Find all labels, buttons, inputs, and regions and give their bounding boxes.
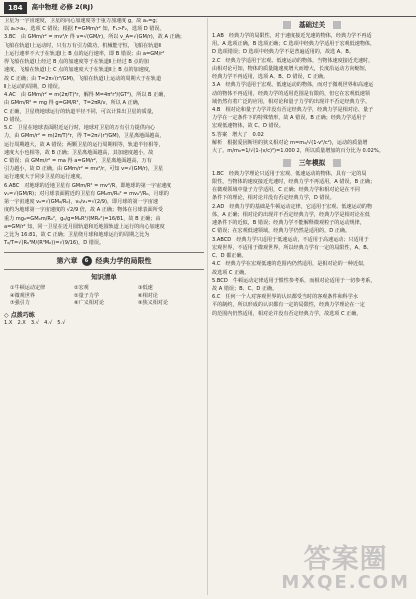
page-header bbox=[0, 0, 416, 17]
answer-4 bbox=[4, 92, 204, 124]
text-line: 上运行速率不大于在轨道Ⅰ上 B 点的运行速率，即 B 错误；由 a=GM/r² bbox=[4, 50, 165, 57]
right-column bbox=[212, 18, 412, 597]
text-line: 得飞船在轨道Ⅰ上经过 B 点的加速度等于在轨道Ⅱ上经过 B 点的加 bbox=[4, 59, 149, 66]
basic-answer-2 bbox=[212, 58, 412, 82]
chapter-title: 经典力学的局限性 bbox=[95, 256, 152, 265]
answer-5 bbox=[4, 125, 204, 182]
chapter-name: 第六章 bbox=[56, 256, 78, 265]
mock-answer-3 bbox=[212, 237, 412, 261]
text-line: 平的制约，所以形成的认识都有一定的局限性，经典力学理论在一定 bbox=[212, 302, 365, 309]
text-line: v₁=√(GM/R)；对月球表面附近的卫星有 GM₀m/R₀² = mv₀²/R₀，月球的 bbox=[4, 190, 169, 197]
text-line: 运行速度大于同步卫星的运行速度。 bbox=[4, 174, 86, 181]
knowledge-item: ⑧广义相对论 bbox=[74, 300, 105, 307]
text-line: C、D 都正确。 bbox=[212, 253, 247, 260]
book-title: 高中物理 必修 2(RJ) bbox=[31, 3, 94, 12]
top-lines bbox=[4, 18, 204, 34]
text-line: 故选项 C 正确。 bbox=[212, 269, 250, 276]
basic-answer-4 bbox=[212, 107, 412, 131]
text-line: C 错误；在宏观低速领域，经典力学仍然是适用的，D 正确。 bbox=[212, 228, 351, 235]
basic-answer-1 bbox=[212, 33, 412, 57]
text-line: 5.C 卫星在地球表面附近运行时，地球对卫星的万有引力提供向心 bbox=[4, 125, 156, 132]
text-line: D 选项错误；D 选项中经典力学不是普遍适用的，故选 A、B。 bbox=[212, 49, 354, 56]
mock-answer-6 bbox=[212, 294, 412, 318]
text-line: 动的物体不再适用，经典力学的适用范围是有限的，但它在宏观低速领 bbox=[212, 90, 370, 97]
text-line: D 错误。 bbox=[4, 116, 25, 123]
column-divider bbox=[207, 18, 208, 595]
text-line: 速度，飞船在轨道Ⅰ上 C 点的加速度大于在轨道Ⅱ上 B 点的加速度， bbox=[4, 67, 154, 74]
answer-6 bbox=[4, 183, 204, 248]
text-line: 1.BC 经典力学理论只适用于宏观、低速运动的物体，具有一定的局 bbox=[212, 170, 367, 177]
watermark bbox=[281, 546, 410, 593]
quiz-title: ◇ 点拨巧练 bbox=[4, 312, 35, 319]
text-line: 故 A 错误；B、C、D 正确。 bbox=[212, 285, 278, 292]
knowledge-item: ⑦强引力 bbox=[10, 300, 30, 307]
knowledge-item: ②宏观 bbox=[74, 285, 89, 292]
text-line: 解析 根据爱因斯坦的狭义相对论 m=m₀/√(1-v²/c²)，运动的质量增 bbox=[212, 139, 368, 146]
text-line: C 错误；由 GMm/r² = ma 得 a=GM/r²，卫星离地面越高，万有 bbox=[4, 157, 152, 164]
left-column bbox=[4, 18, 204, 597]
text-line: 之比为 16:81，故 C 正确；卫星绕月球和地球运行的周期之比为 bbox=[4, 232, 150, 239]
text-line: 引力越小，故 D 正确。由 GMm/r² = mv²/r，可知 v=√(GM/r)，卫星 bbox=[4, 166, 164, 173]
chapter-badge: 6 bbox=[82, 256, 92, 266]
text-line: 的范围内仍然适用，相对论并没有否定经典力学，故选项 C 正确。 bbox=[212, 310, 362, 317]
mock-answer-2 bbox=[212, 204, 412, 236]
section-title-mock bbox=[212, 159, 412, 169]
text-line: C 正确，卫星绕地球运行的轨道半径不同，可以计算出卫星的质量， bbox=[4, 108, 157, 115]
answer-3 bbox=[4, 34, 204, 91]
page-number: 184 bbox=[4, 2, 27, 14]
basic-answer-3 bbox=[212, 82, 412, 106]
knowledge-item: ⑨狭义相对论 bbox=[138, 300, 169, 307]
text-line: 条件下的理论，相对论并没有否定经典力学，D 错误。 bbox=[212, 195, 335, 202]
text-line: 以 a₁>a₂，选项 C 错误；根据 F=GMm/r² 知，F₁>F₂，选项 D 错误。 bbox=[4, 26, 165, 33]
knowledge-title: 知识清单 bbox=[91, 273, 117, 282]
text-line: 宏观世界，不适用于微观世界，所以经典力学有一定的局限性，A、B、 bbox=[212, 244, 372, 251]
text-line: 宏观低速物体，故 C、D 错误。 bbox=[212, 123, 284, 130]
text-line: 3.ABCD 经典力学只适用于低速运动，不适用于高速运动；只适用于 bbox=[212, 236, 369, 243]
text-line: T₀/T=√(R₀³M/(R³M₀))=√(9/16)，D 错误。 bbox=[4, 240, 105, 247]
text-line: 大了。m/m₀=1/√(1-(v/c)²)=1.000 2，所以质量增加的百分比为 0.02%。 bbox=[212, 148, 384, 155]
text-line: 飞船在轨道Ⅰ上运动时，只有万有引力做功，机械能守恒，飞船在轨道Ⅱ bbox=[4, 42, 161, 49]
text-line: a=GM/r² 知，同一卫星在近月圆轨道和近地圆轨道上运行的向心加速度 bbox=[4, 223, 165, 230]
knowledge-item: ⑤量子力学 bbox=[74, 292, 99, 299]
text-line: 6.C 任何一个人对客观世界的认识都受当时的客观条件和科学水 bbox=[212, 294, 358, 301]
text-line: 体，A 正确；相对论的出现并不否定经典力学，经典力学是相对论在低 bbox=[212, 211, 370, 218]
text-line: 由相对论可知，物体的质量随速度增大而增大，长度沿运动方向缩短， bbox=[212, 65, 370, 72]
section-title-text: 三年模拟 bbox=[283, 159, 341, 167]
text-line: 在微观领域中量子力学适用，C 正确；经典力学和相对论是在不同 bbox=[212, 187, 360, 194]
text-line: 由 GMm/R² = mg 得 g=GM/R²，T=2πR/v，所以 A 正确， bbox=[4, 100, 143, 107]
quiz-answers: 1.X 2.X 3.√ 4.√ 5.√ bbox=[4, 320, 66, 326]
knowledge-list bbox=[10, 285, 198, 308]
knowledge-item: ③低速 bbox=[138, 285, 153, 292]
section-title-basic bbox=[212, 21, 412, 31]
text-line: 运行周期越大，故 A 错误；两颗卫星的运行周期相等，轨道半径相等， bbox=[4, 141, 164, 148]
text-line: 4.AC 由 GMm/r² = m(2π/T)²r，解得 M=4π²r³/(GT²)，所以 B 正确， bbox=[4, 92, 169, 99]
text-line: 卫星为一宇宙速度，卫星的向心加速度等于重力加速度 g，故 a₁=g； bbox=[4, 18, 161, 24]
chapter-heading bbox=[4, 252, 204, 271]
text-line: 度约为地球第一宇宙速度的 √2/9 倍，故 A 正确；物体在月球表面所受 bbox=[4, 207, 163, 214]
text-line: 6.ABC 对地球的近地卫星有 GMm/R² = mv²/R，即地球的第一宇宙速度 bbox=[4, 182, 172, 189]
watermark-bottom: MXQE.COM bbox=[281, 572, 410, 594]
mock-answer-5 bbox=[212, 278, 412, 294]
knowledge-item: ④微观世界 bbox=[10, 292, 35, 299]
mock-answer-4 bbox=[212, 261, 412, 277]
text-line: 1.AB 经典力学的局限性，对于速度接近光速的物体，经典力学不再适 bbox=[212, 32, 372, 39]
text-line: 2.AD 经典力学的基础是牛顿运动定律，它适用于宏观、低速运动的物 bbox=[212, 203, 372, 210]
knowledge-item: ①牛顿运动定律 bbox=[10, 285, 46, 292]
text-line: 2.C 经典力学适用于宏观、低速运动的物体，当物体速度接近光速时， bbox=[212, 57, 374, 64]
basic-answer-5 bbox=[212, 132, 412, 156]
text-line: 速条件下的近似，B 错误；经典力学不能解释微观粒子的运动规律， bbox=[212, 220, 365, 227]
mock-answer-1 bbox=[212, 171, 412, 203]
text-line: 4.B 相对论和量子力学并没有否定经典力学，经典力学是相对论、量子 bbox=[212, 107, 374, 113]
text-line: 速度大小也相等，故 B 正确；卫星离地面越高，其加速度越小，故 bbox=[4, 149, 154, 156]
text-line: 重力 mg₀=GM₀m/R₀²，g₀/g=M₀R²/(MR₀²)=16/81，故 B 正确；由 bbox=[4, 215, 161, 222]
text-line: 3.A 经典力学适用于宏观、低速运动的物体，而对于微观世界和高速运 bbox=[212, 82, 374, 89]
text-line: 力，由 GMm/r² = m(2π/T)²r，得 T=2π√(r³/GM)，卫星离地面越高， bbox=[4, 133, 165, 140]
section-title-text: 基础过关 bbox=[283, 21, 341, 29]
text-line: 域仍然有着广泛的应用，相对论和量子力学的出现并不否定经典力学。 bbox=[212, 98, 370, 105]
text-line: 力学在一定条件下的特殊情形，故 A 错误、B 正确；经典力学适用于 bbox=[212, 115, 367, 122]
text-line: 用。A 选项正确，B 选项正确；C 选项中经典力学适用于宏观低速物体， bbox=[212, 41, 376, 48]
text-line: 经典力学不再适用，选项 A、B、D 错误，C 正确。 bbox=[212, 74, 329, 81]
text-line: 5.BCD 牛顿运动定律适用于惯性参考系，而相对论适用于一切参考系， bbox=[212, 277, 376, 284]
knowledge-item: ⑥相对论 bbox=[138, 292, 158, 299]
text-line: 5.答案 增大了 0.02 bbox=[212, 131, 264, 138]
text-line: 故 C 正确；由 T=2π√(r³/GM)，飞船在轨道Ⅰ上运动的周期大于在轨道 bbox=[4, 75, 162, 82]
text-line: Ⅱ上运动的周期，D 错误。 bbox=[4, 83, 63, 90]
text-line: 第一宇宙速度 v₀=√(GM₀/R₀)，v₀/v₁=√(2/9)，即月球的第一宇宙速 bbox=[4, 199, 158, 206]
text-line: 3.BC 由 GMm/r² = mv²/r 得 v=√(GM/r)，所以 v_A=√(GM/r)，故 A 正确； bbox=[4, 34, 185, 41]
watermark-top: 答案圈 bbox=[303, 544, 388, 576]
text-line: 限性，当物体的速度接近光速时，经典力学不再适用，A 错误，B 正确； bbox=[212, 178, 376, 185]
text-line: 4.C 经典力学在宏观低速的范围内仍然适用，是相对论的一种近似， bbox=[212, 261, 369, 268]
